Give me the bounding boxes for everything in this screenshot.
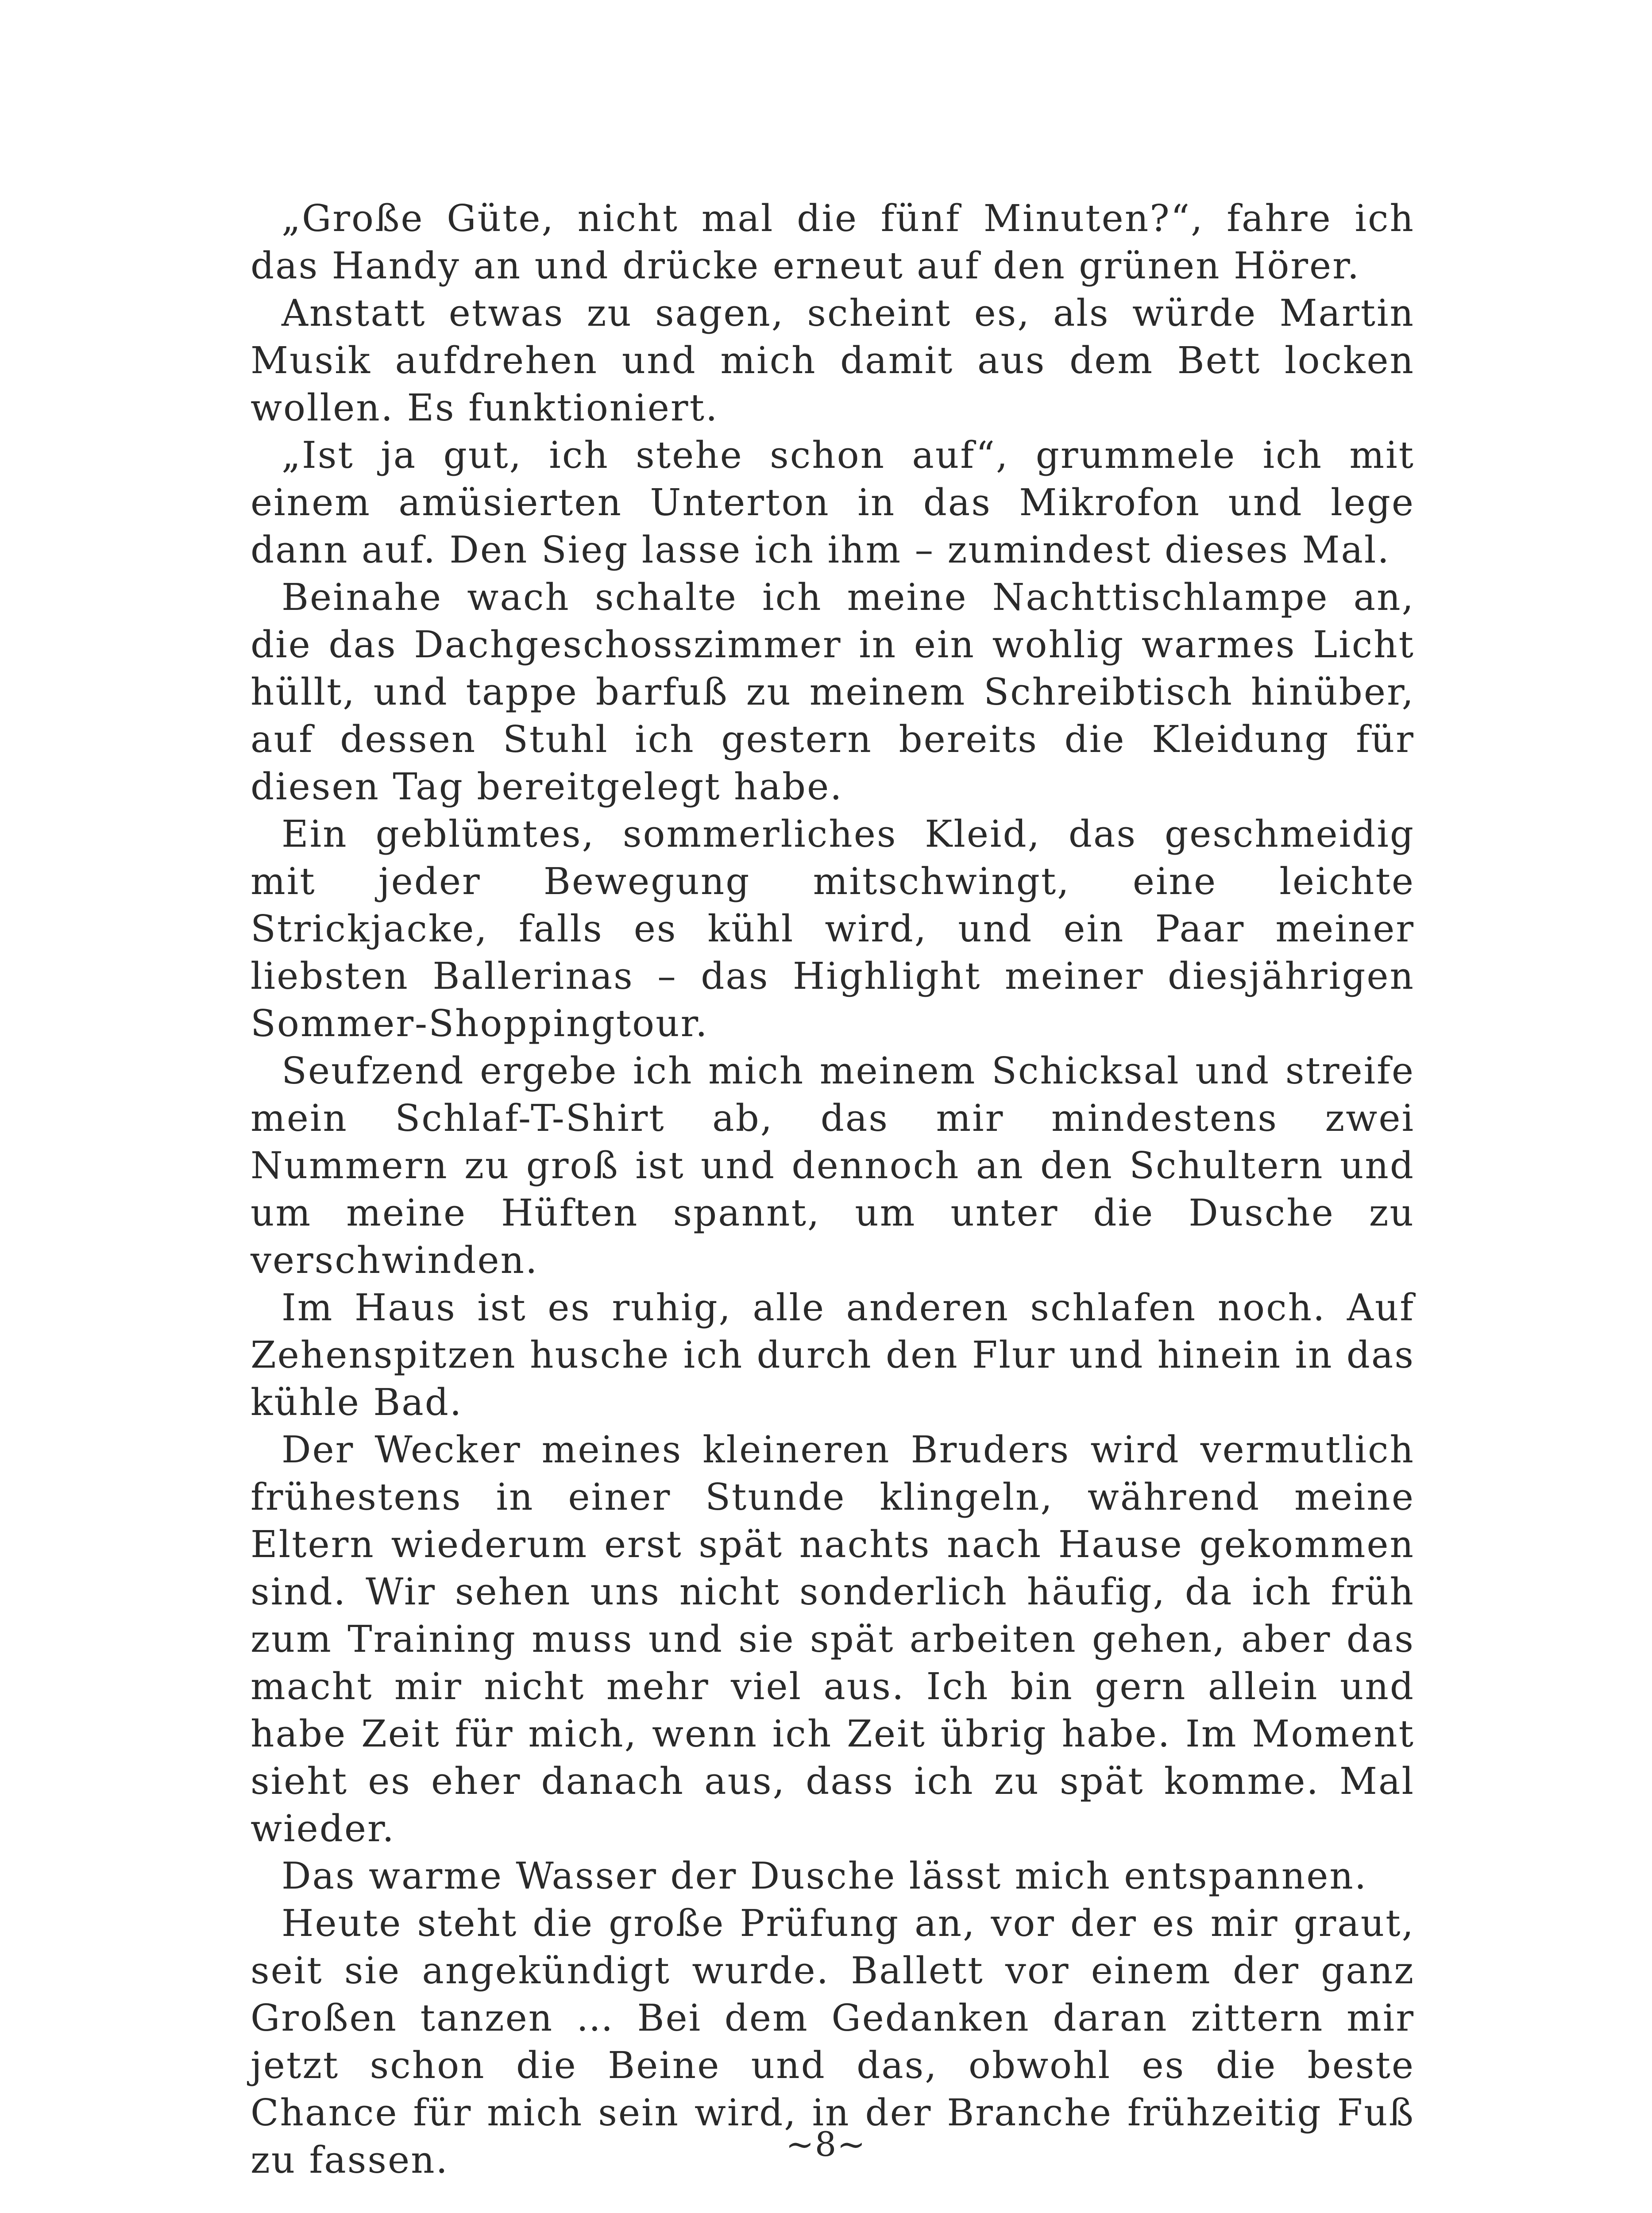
paragraph-5: Ein geblümtes, sommerliches Kleid, das geschmeidig mit jeder Bewegung mitschwingt, eine leichte Strickjacke, falls es kühl wird, und ein Paar meiner liebsten Ballerinas – das Highlight meiner diesjährigen Sommer-Shoppingtour. — [251, 813, 1415, 1045]
paragraph-9: Das warme Wasser der Dusche lässt mich entspannen. — [282, 1854, 1368, 1897]
paragraph-3: „Ist ja gut, ich stehe schon auf“, grummele ich mit einem amüsierten Unterton in das Mikrofon und lege dann auf. Den Sieg lasse ich ihm – zumindest dieses Mal. — [251, 434, 1415, 571]
paragraph-8: Der Wecker meines kleineren Bruders wird vermutlich frühestens in einer Stunde klingeln, während meine Eltern wiederum erst spät nachts nach Hause gekommen sind. Wir sehen uns nicht sonderlich häufig, da ich früh zum Training muss und sie spät arbeiten gehen, aber das macht mir nicht mehr viel aus. Ich bin gern allein und habe Zeit für mich, wenn ich Zeit übrig habe. Im Moment sieht es eher danach aus, dass ich zu spät komme. Mal wieder. — [251, 1428, 1415, 1850]
paragraph-7: Im Haus ist es ruhig, alle anderen schlafen noch. Auf Zehenspitzen husche ich durch den Flur und hinein in das kühle Bad. — [251, 1286, 1415, 1424]
paragraph-4: Beinahe wach schalte ich meine Nachttischlampe an, die das Dachgeschosszimmer in ein wohlig warmes Licht hüllt, und tappe barfuß zu meinem Schreibtisch hinüber, auf dessen Stuhl ich gestern bereits die Kleidung für diesen Tag bereitgelegt habe. — [251, 576, 1415, 808]
page-number: ~8~ — [786, 2124, 866, 2164]
paragraph-6: Seufzend ergebe ich mich meinem Schicksal und streife mein Schlaf-T-Shirt ab, das mir mindestens zwei Nummern zu groß ist und dennoch an den Schultern und um meine Hüften spannt, um unter die Dusche zu verschwinden. — [251, 1049, 1415, 1282]
paragraph-10: Heute steht die große Prüfung an, vor der es mir graut, seit sie angekündigt wurde. Ballett vor einem der ganz Großen tanzen … Bei dem Gedanken daran zittern mir jetzt schon die Beine und das, obwohl es die beste Chance für mich sein wird, in der Branche frühzeitig Fuß zu fassen. — [251, 1902, 1415, 2182]
body-text — [251, 195, 1415, 2184]
paragraph-1: „Große Güte, nicht mal die fünf Minuten?“, fahre ich das Handy an und drücke erneut auf den grünen Hörer. — [251, 197, 1415, 287]
paragraph-2: Anstatt etwas zu sagen, scheint es, als würde Martin Musik aufdrehen und mich damit aus dem Bett locken wollen. Es funktioniert. — [251, 292, 1415, 429]
